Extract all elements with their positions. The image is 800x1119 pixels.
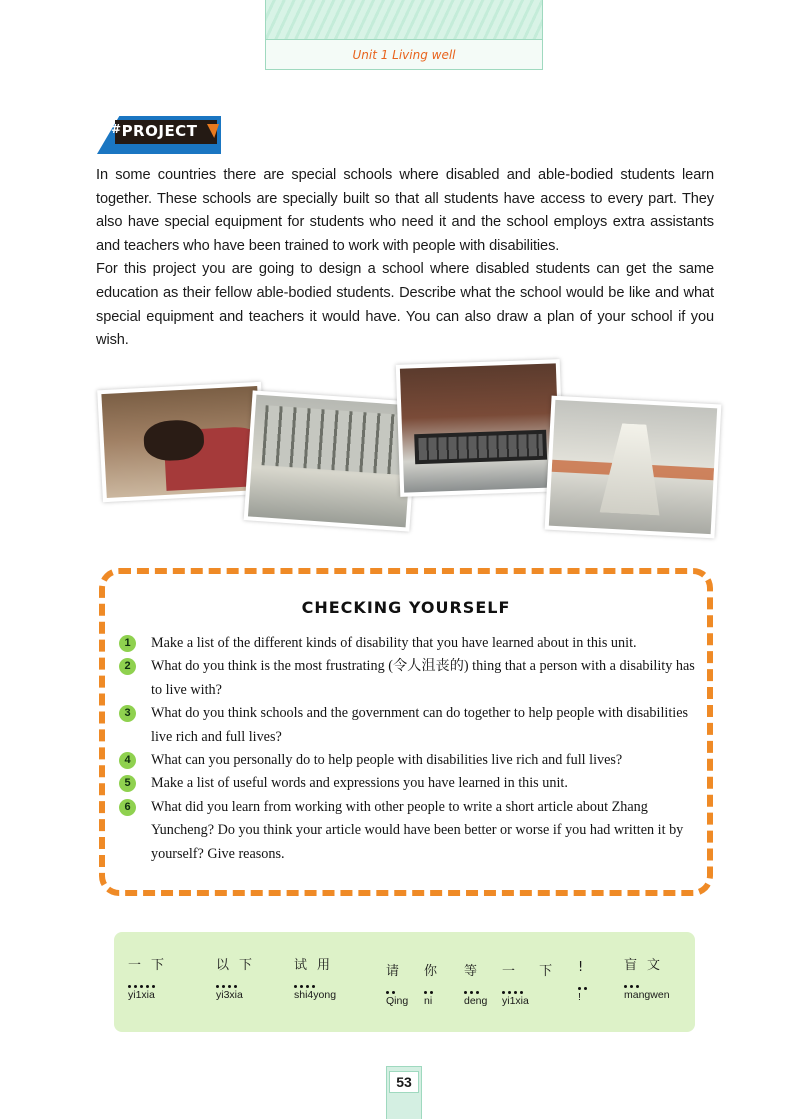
item-number-badge: 5	[119, 775, 136, 792]
braille-dots	[424, 981, 447, 995]
photo-school-corridor	[545, 396, 722, 539]
braille-dots	[294, 975, 340, 989]
photo-school-building	[244, 390, 419, 531]
braille-dots	[578, 977, 593, 991]
checking-item: 3 What do you think schools and the government can do together to help people with disabilities live rich and full lives?	[119, 702, 703, 749]
braille-word: 等 deng	[464, 964, 488, 1007]
checking-item: 6 What did you learn from working with other people to write a short article about Zhang Yuncheng? Do you think your article would have been better or worse if you had written it by yourself? Give reasons.	[119, 796, 703, 866]
braille-dots	[624, 975, 670, 989]
checking-item: 5 Make a list of useful words and expressions you have learned in this unit.	[119, 772, 703, 795]
item-number-badge: 3	[119, 705, 136, 722]
page-number: 53	[389, 1071, 419, 1093]
braille-word: 以下 yi3xia	[216, 958, 263, 1001]
unit-label: Unit 1 Living well	[266, 39, 542, 69]
checking-item: 1 Make a list of the different kinds of disability that you have learned about in this unit.	[119, 632, 703, 655]
photo-braille-keyboard	[396, 359, 565, 497]
project-text	[96, 164, 714, 353]
project-badge	[97, 116, 221, 154]
braille-word: 试用 shi4yong	[294, 958, 341, 1001]
photo-student-reading	[97, 382, 267, 502]
braille-word: ! !	[578, 960, 594, 1003]
checking-yourself-title: CHECKING YOURSELF	[301, 598, 511, 617]
page-number-tab	[386, 1066, 422, 1119]
item-number-badge: 2	[119, 658, 136, 675]
braille-dots	[502, 981, 562, 995]
unit-header-tab	[265, 0, 543, 70]
checking-list	[119, 632, 703, 866]
braille-dots	[216, 975, 262, 989]
checking-item: 4 What can you personally do to help people with disabilities live rich and full lives?	[119, 749, 703, 772]
project-paragraph-2: For this project you are going to design a school where disabled students can get the same education as their fellow able-bodied students. Describe what the school would be like and what special equipment and teachers it would have. You can also draw a plan of your school if you wish.	[96, 261, 714, 349]
braille-word: 你 ni	[424, 964, 448, 1007]
braille-panel	[114, 932, 695, 1032]
item-number-badge: 6	[119, 799, 136, 816]
checking-yourself-box	[99, 568, 713, 896]
braille-dots	[128, 975, 174, 989]
item-number-badge: 1	[119, 635, 136, 652]
braille-dots	[464, 981, 487, 995]
project-paragraph-1: In some countries there are special schools where disabled and able-bodied students learn together. These schools are specially built so that all students have access to every part. They also have special equipment for students who need it and the school employs extra assistants and teachers who have been trained to work with people with disabilities.	[96, 167, 714, 254]
braille-word: 一 下 yi1xia	[502, 964, 563, 1007]
project-badge-label: #PROJECT	[111, 122, 198, 140]
braille-word: 盲文 mangwen	[624, 958, 671, 1001]
braille-dots	[386, 981, 409, 995]
braille-word: 请 Qing	[386, 964, 410, 1007]
checking-item: 2 What do you think is the most frustrating (令人沮丧的) thing that a person with a disability has to live with?	[119, 655, 703, 702]
braille-word: 一下 yi1xia	[128, 958, 175, 1001]
item-number-badge: 4	[119, 752, 136, 769]
